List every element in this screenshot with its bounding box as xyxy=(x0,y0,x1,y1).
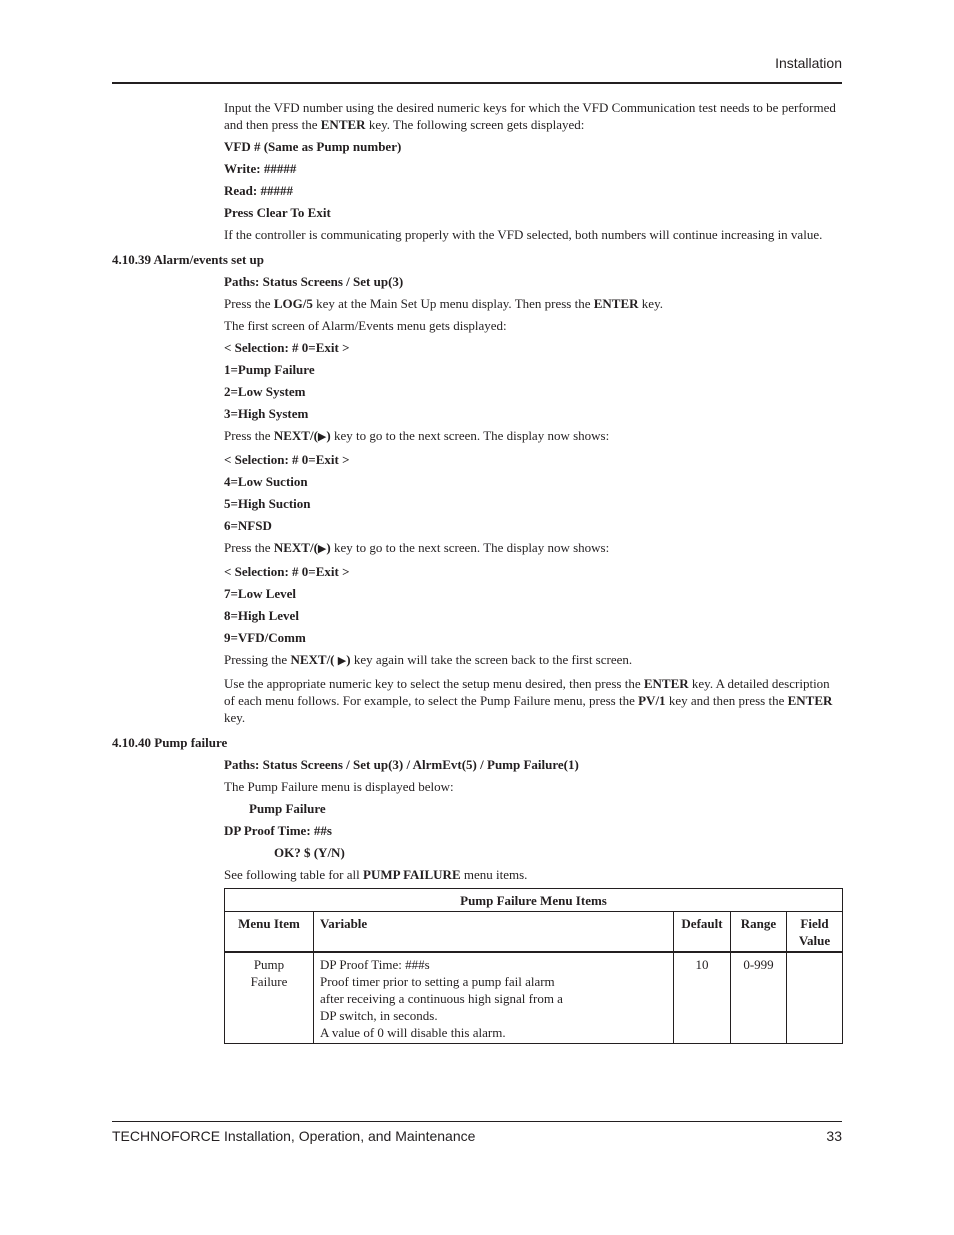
screen-line: Write: ##### xyxy=(224,161,297,176)
instruction-paragraph: The Pump Failure menu is displayed below: xyxy=(224,779,454,794)
cell-line: DP switch, in seconds. xyxy=(320,1008,438,1023)
cell-line: A value of 0 will disable this alarm. xyxy=(320,1025,506,1040)
screen-line: 7=Low Level xyxy=(224,586,297,601)
key-name: ) xyxy=(326,540,331,555)
pump-failure-table xyxy=(224,888,843,1044)
screen-line: 6=NFSD xyxy=(224,518,272,533)
screen-line: < Selection: # 0=Exit > xyxy=(224,340,350,355)
column-header: Range xyxy=(731,912,787,953)
again-instruction xyxy=(224,651,842,670)
screen-line: Read: ##### xyxy=(224,183,293,198)
instruction-paragraph: The first screen of Alarm/Events menu gets displayed: xyxy=(224,318,507,333)
key-name: NEXT/( xyxy=(273,428,318,443)
text: menu items. xyxy=(460,867,528,882)
page-content xyxy=(112,99,842,1044)
page-number: 33 xyxy=(826,1128,842,1144)
key-name: LOG/5 xyxy=(273,296,313,311)
text: key. A detailed description of each menu follows. For example, to select the Pump Failure menu, press the xyxy=(224,676,830,708)
screen-line: 8=High Level xyxy=(224,608,299,623)
screen-line: 5=High Suction xyxy=(224,496,311,511)
text: Press the xyxy=(224,428,274,443)
table-reference xyxy=(224,866,842,883)
text: key at the Main Set Up menu display. Then press the xyxy=(312,296,594,311)
key-name: ENTER xyxy=(320,117,366,132)
instruction-paragraph xyxy=(224,295,842,312)
running-header: Installation xyxy=(775,55,842,71)
text: key to go to the next screen. The display now shows: xyxy=(330,428,610,443)
cell-line: Pump xyxy=(253,957,285,972)
key-name: NEXT/( xyxy=(290,652,338,667)
play-triangle-icon: ▶ xyxy=(317,431,327,443)
footer-rule xyxy=(112,1121,842,1122)
screen-line: VFD # (Same as Pump number) xyxy=(224,139,402,154)
text: key. xyxy=(224,710,246,725)
intro-note: If the controller is communicating properly with the VFD selected, both numbers will continue increasing in value. xyxy=(224,227,823,242)
intro-paragraph xyxy=(224,99,842,133)
text: key again will take the screen back to the first screen. xyxy=(350,652,633,667)
cell-line: after receiving a continuous high signal from a xyxy=(320,991,563,1006)
screen-line: 9=VFD/Comm xyxy=(224,630,306,645)
key-name: NEXT/( xyxy=(273,540,318,555)
key-name: PUMP FAILURE xyxy=(363,867,461,882)
next-instruction xyxy=(224,427,842,446)
screen-line: < Selection: # 0=Exit > xyxy=(224,452,350,467)
cell-line: Proof timer prior to setting a pump fail alarm xyxy=(320,974,555,989)
column-header: Field Value xyxy=(787,912,843,953)
screen-line: Pump Failure xyxy=(249,801,326,816)
text: key. xyxy=(638,296,663,311)
text: Press the xyxy=(224,540,274,555)
text: Pressing the xyxy=(224,652,291,667)
column-header: Variable xyxy=(314,912,674,953)
text: Use the appropriate numeric key to select the setup menu desired, then press the xyxy=(224,676,644,691)
text: Input the VFD number using the desired numeric keys for which the VFD Communication test needs to be performed and then press the xyxy=(224,100,836,132)
field-value-cell xyxy=(787,952,843,1044)
next-instruction xyxy=(224,539,842,558)
cell-line: DP Proof Time: ###s xyxy=(320,957,430,972)
table-caption: Pump Failure Menu Items xyxy=(225,889,843,912)
usage-paragraph xyxy=(224,675,842,726)
screen-line: OK? $ (Y/N) xyxy=(274,845,345,860)
key-name: PV/1 xyxy=(638,693,666,708)
screen-line: DP Proof Time: ##s xyxy=(224,823,332,838)
key-name: ENTER xyxy=(643,676,689,691)
screen-line: 3=High System xyxy=(224,406,309,421)
cell-line: Failure xyxy=(250,974,288,989)
table-row xyxy=(225,952,843,1044)
key-name: ENTER xyxy=(593,296,639,311)
key-name: ) xyxy=(326,428,331,443)
play-triangle-icon: ▶ xyxy=(337,655,347,667)
text: key. The following screen gets displayed: xyxy=(365,117,585,132)
default-cell: 10 xyxy=(674,952,731,1044)
range-cell: 0-999 xyxy=(731,952,787,1044)
play-triangle-icon: ▶ xyxy=(317,543,327,555)
section-heading-4-10-40: 4.10.40 Pump failure xyxy=(112,735,228,750)
screen-line: 4=Low Suction xyxy=(224,474,308,489)
header-rule xyxy=(112,82,842,84)
text: key and then press the xyxy=(665,693,788,708)
text: See following table for all xyxy=(224,867,363,882)
menu-item-cell xyxy=(225,952,314,1044)
key-name: ) xyxy=(346,652,351,667)
paths-line: Paths: Status Screens / Set up(3) / AlrmEvt(5) / Pump Failure(1) xyxy=(224,757,579,772)
key-name: ENTER xyxy=(787,693,833,708)
text: key to go to the next screen. The display now shows: xyxy=(330,540,610,555)
column-header: Default xyxy=(674,912,731,953)
screen-line: 1=Pump Failure xyxy=(224,362,315,377)
screen-line: 2=Low System xyxy=(224,384,306,399)
paths-line: Paths: Status Screens / Set up(3) xyxy=(224,274,404,289)
variable-cell xyxy=(314,952,674,1044)
screen-line: Press Clear To Exit xyxy=(224,205,331,220)
section-heading-4-10-39: 4.10.39 Alarm/events set up xyxy=(112,252,265,267)
text: Press the xyxy=(224,296,274,311)
column-header: Menu Item xyxy=(225,912,314,953)
screen-line: < Selection: # 0=Exit > xyxy=(224,564,350,579)
footer-title: TECHNOFORCE Installation, Operation, and Maintenance xyxy=(112,1128,476,1144)
